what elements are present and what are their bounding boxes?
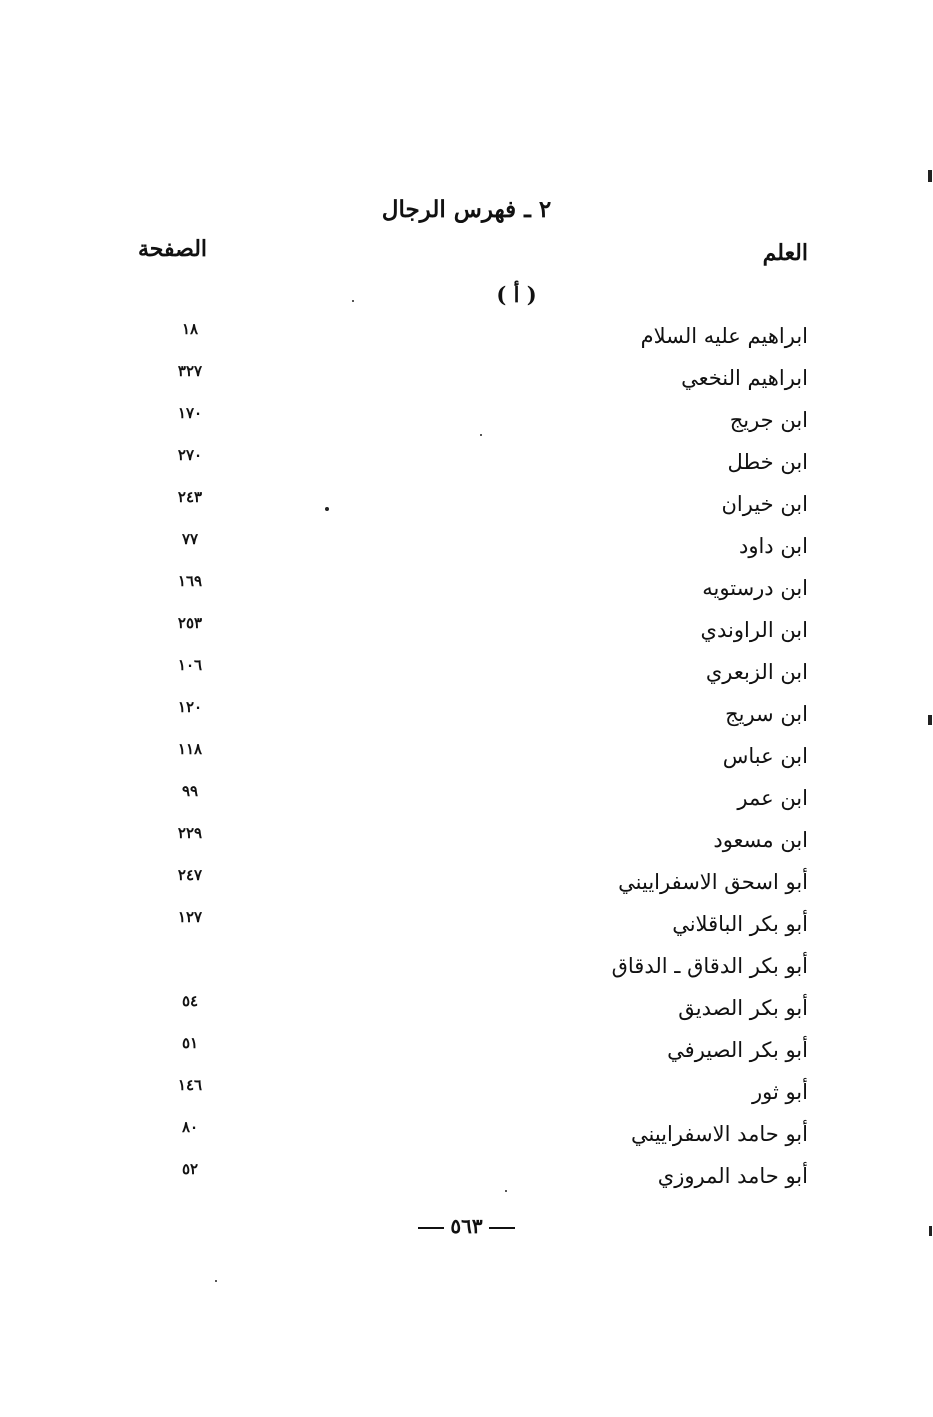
index-entry bbox=[0, 866, 933, 908]
entry-page: ٣٢٧ bbox=[177, 362, 203, 380]
margin-mark bbox=[928, 170, 932, 182]
entry-page: ٢٢٩ bbox=[177, 824, 203, 842]
entry-page: ٢٤٧ bbox=[177, 866, 203, 884]
entry-page: ١١٨ bbox=[177, 740, 203, 758]
scan-speck bbox=[480, 434, 482, 436]
page-number: ٥٦٣ bbox=[450, 1214, 483, 1238]
footer-dash-left bbox=[489, 1227, 515, 1229]
entry-name: أبو اسحق الاسفراييني bbox=[618, 870, 808, 894]
margin-mark bbox=[928, 715, 932, 725]
index-entry bbox=[0, 824, 933, 866]
entry-page: ١٦٩ bbox=[177, 572, 203, 590]
index-entry bbox=[0, 908, 933, 950]
section-letter: ( أ ) bbox=[496, 282, 537, 307]
entry-name: أبو بكر الباقلاني bbox=[672, 912, 808, 936]
index-entry bbox=[0, 320, 933, 362]
index-entry bbox=[0, 446, 933, 488]
index-entry bbox=[0, 740, 933, 782]
index-entry bbox=[0, 950, 933, 992]
entry-page: ٩٩ bbox=[181, 782, 199, 800]
entry-name: ابراهيم عليه السلام bbox=[640, 324, 808, 348]
entry-name: أبو حامد الاسفراييني bbox=[630, 1122, 808, 1146]
entry-page: ٢٥٣ bbox=[177, 614, 203, 632]
entry-name: ابن داود bbox=[738, 534, 808, 558]
entry-name: ابن مسعود bbox=[713, 828, 808, 852]
index-entry bbox=[0, 1160, 933, 1202]
page-column-header: الصفحة bbox=[138, 236, 208, 262]
entry-name: أبو ثور bbox=[751, 1080, 808, 1104]
index-entry bbox=[0, 530, 933, 572]
scan-speck bbox=[215, 1280, 217, 1282]
entry-name: أبو بكر الصديق bbox=[678, 996, 808, 1020]
entry-page: ١٢٠ bbox=[177, 698, 203, 716]
entry-page: ٥١ bbox=[181, 1034, 199, 1052]
entry-page: ٧٧ bbox=[181, 530, 199, 548]
index-entries bbox=[0, 320, 933, 1202]
page-title: ٢ ـ فهرس الرجال bbox=[381, 196, 552, 223]
footer-dash-right bbox=[418, 1227, 444, 1229]
scan-speck bbox=[505, 1190, 507, 1192]
entry-name: أبو حامد المروزي bbox=[657, 1164, 808, 1188]
entry-name: ابن خيران bbox=[721, 492, 808, 516]
entry-page: ١٧٠ bbox=[177, 404, 203, 422]
index-entry bbox=[0, 572, 933, 614]
entry-page: ٢٤٣ bbox=[177, 488, 203, 506]
index-entry bbox=[0, 782, 933, 824]
entry-page: ١٤٦ bbox=[177, 1076, 203, 1094]
index-entry bbox=[0, 1076, 933, 1118]
entry-name: ابن الزبعري bbox=[705, 660, 808, 684]
scan-speck bbox=[325, 507, 329, 511]
entry-name: ابن عباس bbox=[722, 744, 808, 768]
entry-page: ١٢٧ bbox=[177, 908, 203, 926]
entry-page: ٨٠ bbox=[181, 1118, 199, 1136]
scan-speck bbox=[352, 300, 354, 302]
entry-name: أبو بكر الصيرفي bbox=[667, 1038, 808, 1062]
entry-name: ابن جريج bbox=[729, 408, 808, 432]
index-entry bbox=[0, 404, 933, 446]
index-entry bbox=[0, 992, 933, 1034]
index-entry bbox=[0, 488, 933, 530]
entry-name: ابن عمر bbox=[737, 786, 808, 810]
entry-page: ٥٢ bbox=[181, 1160, 199, 1178]
entry-name: ابن خطل bbox=[727, 450, 808, 474]
page-number-footer bbox=[0, 1214, 933, 1238]
index-entry bbox=[0, 698, 933, 740]
entry-name: ابن سريج bbox=[725, 702, 808, 726]
entry-page: ١٠٦ bbox=[177, 656, 203, 674]
entry-name: ابن درستويه bbox=[702, 576, 808, 600]
entry-page: ١٨ bbox=[181, 320, 199, 338]
index-entry bbox=[0, 362, 933, 404]
entry-name: ابن الراوندي bbox=[700, 618, 808, 642]
index-entry bbox=[0, 656, 933, 698]
index-entry bbox=[0, 614, 933, 656]
index-entry bbox=[0, 1118, 933, 1160]
entry-page: ٢٧٠ bbox=[177, 446, 203, 464]
entry-name: ابراهيم النخعي bbox=[681, 366, 808, 390]
entry-name: أبو بكر الدقاق ـ الدقاق bbox=[611, 954, 808, 978]
entry-page: ٥٤ bbox=[181, 992, 199, 1010]
index-entry bbox=[0, 1034, 933, 1076]
margin-mark bbox=[929, 1226, 932, 1236]
name-column-header: العلم bbox=[762, 240, 808, 266]
